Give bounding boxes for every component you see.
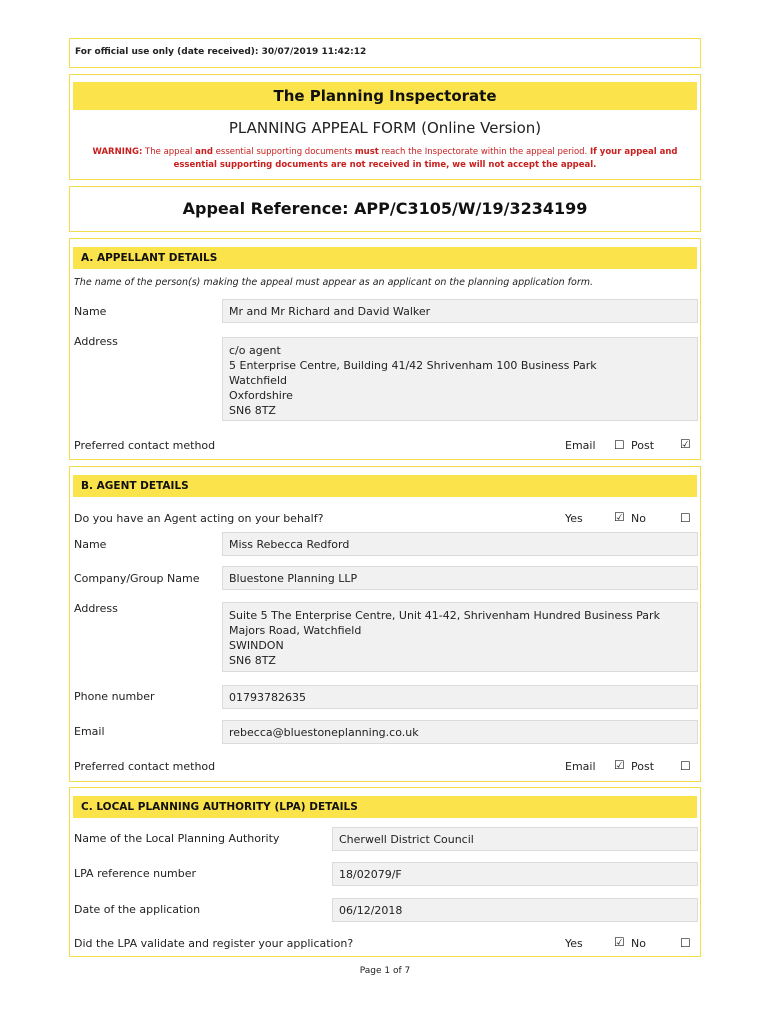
lpa-name-field[interactable]: Cherwell District Council <box>332 827 698 851</box>
page-title: The Planning Inspectorate <box>73 82 697 110</box>
appeal-reference: Appeal Reference: APP/C3105/W/19/3234199 <box>182 199 588 218</box>
section-agent-details <box>69 466 701 782</box>
lpa-validate-yes-checkbox[interactable]: ☑ <box>614 935 625 949</box>
appellant-note: The name of the person(s) making the appeal must appear as an applicant on the planning application form. <box>74 277 594 288</box>
agent-contact-post-checkbox[interactable]: ☐ <box>680 759 691 773</box>
agent-email-label: Email <box>74 725 105 738</box>
agent-name-field[interactable]: Miss Rebecca Redford <box>222 532 698 556</box>
agent-contact-label: Preferred contact method <box>74 760 216 773</box>
agent-phone-label: Phone number <box>74 690 155 703</box>
appellant-address-field[interactable]: c/o agent 5 Enterprise Centre, Building 41/42 Shrivenham 100 Business Park Watchfield Oxfordshire SN6 8TZ <box>222 337 698 421</box>
appellant-email-option-label: Email <box>565 439 596 452</box>
lpa-name-label: Name of the Local Planning Authority <box>74 832 280 845</box>
lpa-validate-no-checkbox[interactable]: ☐ <box>680 936 691 950</box>
appellant-name-field[interactable]: Mr and Mr Richard and David Walker <box>222 299 698 323</box>
agent-question-label: Do you have an Agent acting on your behalf? <box>74 512 324 525</box>
agent-no-label: No <box>631 512 646 525</box>
lpa-validate-no-label: No <box>631 937 646 950</box>
form-subtitle: PLANNING APPEAL FORM (Online Version) <box>228 119 542 137</box>
appeal-reference-box <box>69 186 701 232</box>
official-use-box <box>69 38 701 68</box>
appellant-post-option-label: Post <box>631 439 655 452</box>
agent-contact-email-label: Email <box>565 760 596 773</box>
page-number: Page 1 of 7 <box>359 966 411 976</box>
lpa-validate-label: Did the LPA validate and register your application? <box>74 937 354 950</box>
section-a-heading: A. APPELLANT DETAILS <box>73 247 697 269</box>
agent-phone-field[interactable]: 01793782635 <box>222 685 698 709</box>
appellant-email-checkbox[interactable]: ☐ <box>614 438 625 452</box>
appellant-contact-label: Preferred contact method <box>74 439 216 452</box>
agent-company-label: Company/Group Name <box>74 572 200 585</box>
warning-text: WARNING: The appeal and essential supporting documents must reach the Inspectorate within the appeal period. If your appeal and essential supporting documents are not received in time, we will not accept the appeal. <box>92 147 678 170</box>
agent-contact-email-checkbox[interactable]: ☑ <box>614 758 625 772</box>
official-use-text: For official use only (date received): 30/07/2019 11:42:12 <box>75 47 367 57</box>
agent-email-field[interactable]: rebecca@bluestoneplanning.co.uk <box>222 720 698 744</box>
agent-no-checkbox[interactable]: ☐ <box>680 511 691 525</box>
appellant-post-checkbox[interactable]: ☑ <box>680 437 691 451</box>
agent-address-field[interactable]: Suite 5 The Enterprise Centre, Unit 41-42, Shrivenham Hundred Business Park Majors Road, Watchfield SWINDON SN6 8TZ <box>222 602 698 672</box>
section-appellant-details <box>69 238 701 460</box>
agent-name-label: Name <box>74 538 107 551</box>
appellant-address-label: Address <box>74 335 118 348</box>
section-lpa-details <box>69 787 701 957</box>
application-date-field[interactable]: 06/12/2018 <box>332 898 698 922</box>
agent-contact-post-label: Post <box>631 760 655 773</box>
agent-yes-checkbox[interactable]: ☑ <box>614 510 625 524</box>
lpa-ref-field[interactable]: 18/02079/F <box>332 862 698 886</box>
lpa-validate-yes-label: Yes <box>565 937 583 950</box>
agent-yes-label: Yes <box>565 512 583 525</box>
appellant-name-label: Name <box>74 305 107 318</box>
section-b-heading: B. AGENT DETAILS <box>73 475 697 497</box>
agent-address-label: Address <box>74 602 118 615</box>
lpa-ref-label: LPA reference number <box>74 867 197 880</box>
section-c-heading: C. LOCAL PLANNING AUTHORITY (LPA) DETAILS <box>73 796 697 818</box>
form-header <box>69 74 701 180</box>
application-date-label: Date of the application <box>74 903 201 916</box>
agent-company-field[interactable]: Bluestone Planning LLP <box>222 566 698 590</box>
